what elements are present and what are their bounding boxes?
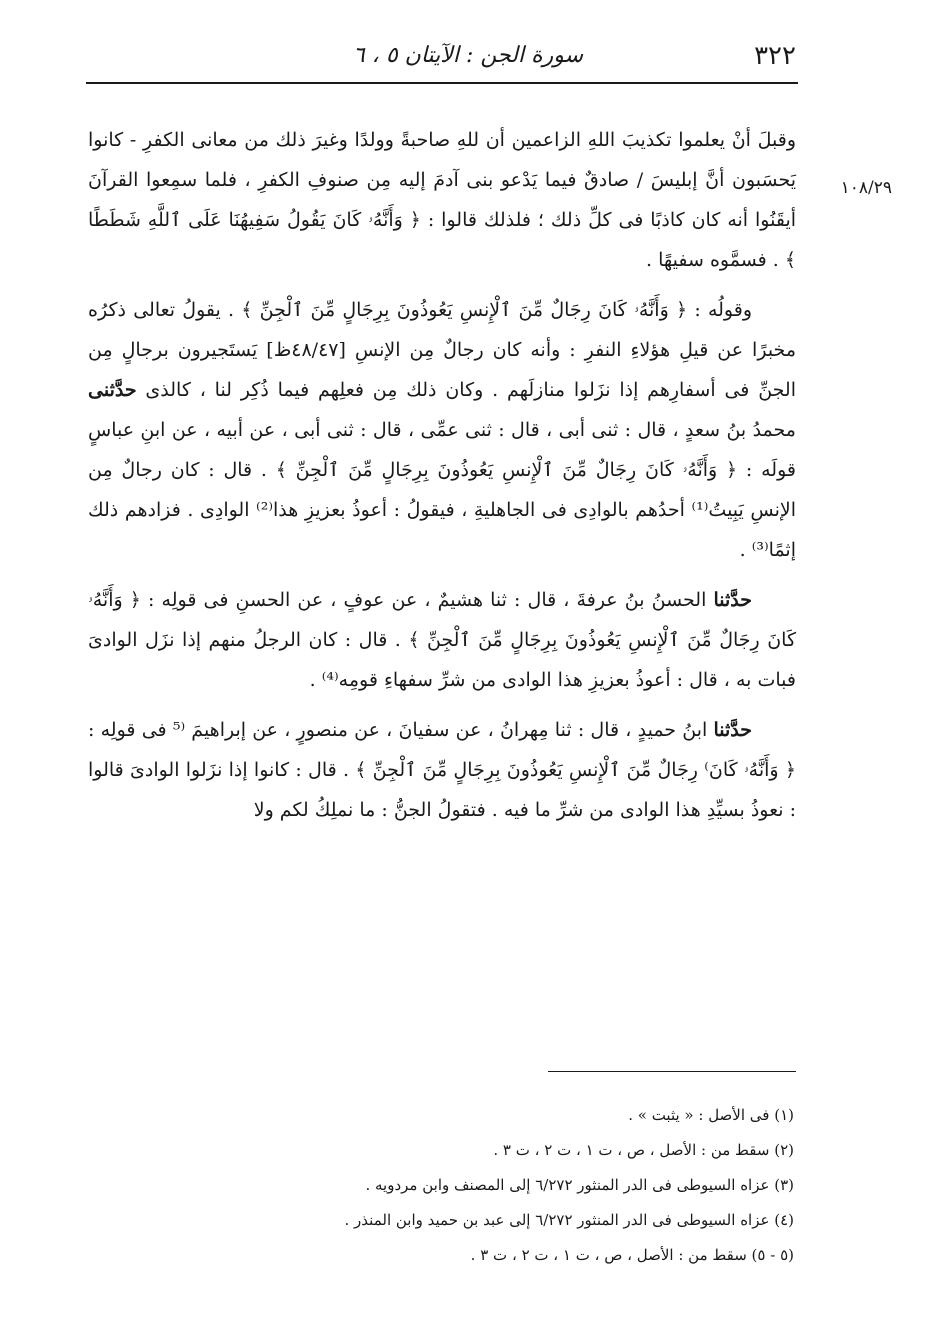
text-line: بعزيزِ هذا⁽²⁾ الوادِى . فزادهم ذلك إثمًا⁽³⁾ . [88, 499, 796, 561]
main-text [88, 120, 796, 830]
text-line: برجالٍ مِن الجنِّ فى أسفارِهم إذا نزَلوا منازلَهم . وكان ذلك مِن فعلِهم فيما ذُكِر لنا ، [88, 339, 796, 401]
text-line: ﴿ وَأَنَّهُۥ كَانَ رِجَالٌ مِّنَ ٱلْإِنسِ يَعُوذُونَ بِرِجَالٍ مِّنَ ٱلْجِنِّ ﴾ . قال : كان الرجلُ منهم إذا نزَل [88, 589, 796, 651]
footnote-rule [548, 1071, 796, 1072]
text-line: الوادىَ قالوا : نعوذُ بسيِّدِ هذا الوادى من شرِّ ما فيه . فتقولُ الجنُّ : ما نملِكُ لكم ولا [88, 759, 796, 821]
page-header [88, 38, 796, 74]
paragraph [88, 290, 796, 570]
footnote: (١) فى الأصل : « يثبت » . [628, 1106, 794, 1124]
page-number: ٣٢٢ [754, 41, 796, 71]
text-line: حدَّثنا ابنُ حميدٍ ، قال : ثنا مِهرانُ ، عن سفيانَ ، عن منصورٍ ، عن إبراهيمَ ⁽⁵ فى [141, 719, 752, 741]
text-line: قال : كان رجالٌ مِن الإنسِ يَبِيتُ⁽¹⁾ أحدُهم بالوادِى فى الجاهليةِ ، فيقولُ : أعوذُ [88, 459, 797, 521]
text-line: وقبلَ أنْ يعلموا تكذيبَ اللهِ الزاعمين أن للهِ صاحبةً وولدًا وغيرَ ذلك من معانى [191, 129, 796, 151]
text-line: حدَّثنا الحسنُ بنُ عرفةَ ، قال : ثنا هشيمٌ ، عن عوفٍ ، عن الحسنِ فى قولِه : [148, 589, 752, 611]
isnad-marker: حدَّثنا [713, 589, 752, 611]
footnotes [210, 1098, 794, 1273]
text-line: وقولُه : ﴿ وَأَنَّهُۥ كَانَ رِجَالٌ مِّنَ ٱلْإِنسِ يَعُوذُونَ بِرِجَالٍ مِّنَ ٱلْجِنِّ ﴾ . يقولُ تعالى [133, 299, 752, 321]
text-line: عن أبيه ، عن ابنِ عباسٍ قولَه : ﴿ وَأَنَّهُۥ كَانَ رِجَالٌ مِّنَ ٱلْإِنسِ يَعُوذُونَ بِرِجَالٍ مِّنَ ٱلْجِنِّ ﴾ . [88, 419, 796, 481]
footnote: (٥ - ٥) سقط من : الأصل ، ص ، ت ١ ، ت ٢ ، ت ٣ . [470, 1246, 794, 1264]
text-line: ذكرُه مخبرًا عن قيلِ هؤلاءِ النفرِ : وأنه كان رجالٌ مِن الإنسِ [٤٨/٤٧ظ] يَستَجيرون [88, 299, 796, 361]
text-line: فلما سمِعوا القرآنَ أيقَنُوا أنه كان كاذبًا فى كلِّ ذلك ؛ فلذلك قالوا : ﴿ وَأَنَّهُۥ كَانَ [88, 169, 797, 231]
paragraph [88, 580, 796, 700]
paragraph [88, 710, 796, 830]
footnote: (٢) سقط من : الأصل ، ص ، ت ١ ، ت ٢ ، ت ٣ . [493, 1141, 794, 1159]
footnote: (٤) عزاه السيوطى فى الدر المنثور ٦/٢٧٢ إلى عبد بن حميد وابن المنذر . [344, 1211, 794, 1229]
text-line: الوادىَ فبات به ، قال : أعوذُ بعزيزِ هذا الوادى من شرِّ سفهاءِ قومِه⁽⁴⁾ . [88, 629, 796, 691]
isnad-marker: حدَّثنا [713, 719, 752, 741]
text-line: يَقُولُ سَفِيهُنَا عَلَى ٱللَّهِ شَطَطًا ﴾ . فسمَّوه سفيهًا . [88, 209, 796, 271]
paragraph [88, 120, 796, 280]
isnad-marker: حدَّثنى [88, 379, 137, 401]
footnote: (٣) عزاه السيوطى فى الدر المنثور ٦/٢٧٢ إلى المصنف وابن مردويه . [365, 1176, 794, 1194]
running-title: سورة الجن : الآيتان ٥ ، ٦ [352, 43, 584, 68]
header-rule [86, 82, 798, 84]
text-line: الكفرِ - كانوا يَحسَبون أنَّ إبليسَ / صادقٌ فيما يَدْعو بنى آدمَ إليه مِن صنوفِ الكفرِ ، [88, 129, 797, 191]
text-line: قولِه : ﴿ وَأَنَّهُۥ كَانَ⁾ رِجَالٌ مِّنَ ٱلْإِنسِ يَعُوذُونَ بِرِجَالٍ مِّنَ ٱلْجِنِّ ﴾ . قال : كانوا إذا نزَلوا [88, 719, 796, 781]
text-line: كالذى حدَّثنى محمدُ بنُ سعدٍ ، قال : ثنى أبى ، قال : ثنى عمِّى ، قال : ثنى أبى ، [88, 379, 796, 441]
margin-reference: ١٠٨/٢٩ [840, 178, 892, 198]
